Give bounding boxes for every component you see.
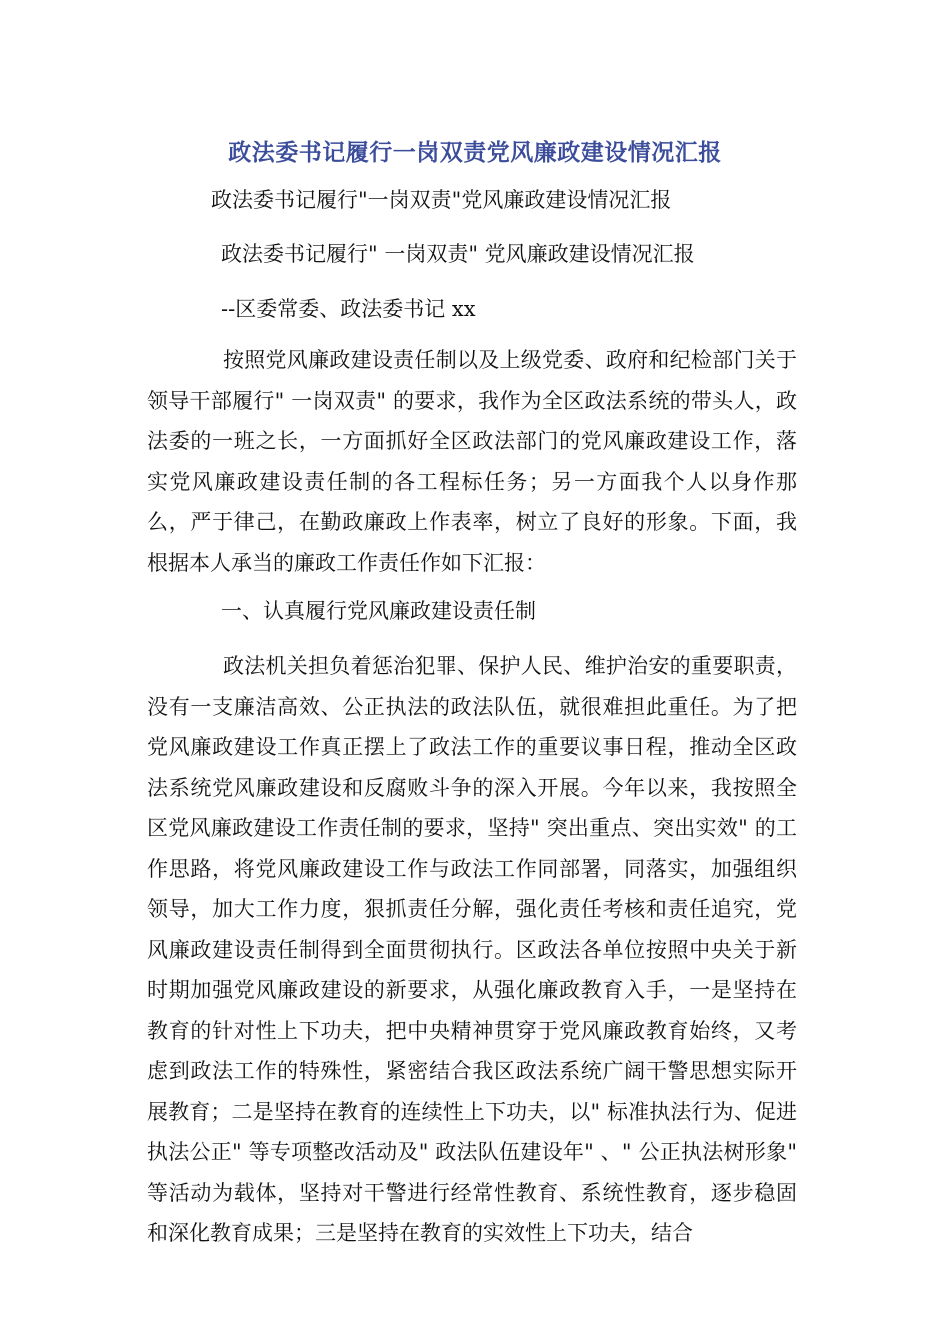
author-line: --区委常委、政法委书记 xx xyxy=(221,297,476,321)
section-heading-1: 一、认真履行党风廉政建设责任制 xyxy=(221,599,536,623)
document-title: 政法委书记履行一岗双责党风廉政建设情况汇报 xyxy=(228,140,722,166)
subtitle-line-2: 政法委书记履行" 一岗双责" 党风廉政建设情况汇报 xyxy=(221,242,695,266)
paragraph-intro: 按照党风廉政建设责任制以及上级党委、政府和纪检部门关于领导干部履行" 一岗双责" 的要求，我作为全区政法系统的带头人，政法委的一班之长，一方面抓好全区政法部门的党风廉政建设工作，落实党风廉政建设责任制的各工程标任务；另一方面我个人以身作那么，严于律己，在勤政廉政上作表率，树立了良好的形象。下面，我根据本人承当的廉政工作责任作如下汇报： xyxy=(147,348,797,575)
paragraph-section-1: 政法机关担负着惩治犯罪、保护人民、维护治安的重要职责，没有一支廉洁高效、公正执法的政法队伍，就很难担此重任。为了把党风廉政建设工作真正摆上了政法工作的重要议事日程，推动全区政法系统党风廉政建设和反腐败斗争的深入开展。今年以来，我按照全区党风廉政建设工作责任制的要求，坚持" 突出重点、突出实效" 的工作思路，将党风廉政建设工作与政法工作同部署，同落实，加强组织领导，加大工作力度，狠抓责任分解，强化责任考核和责任追究，党风廉政建设责任制得到全面贯彻执行。区政法各单位按照中央关于新时期加强党风廉政建设的新要求，从强化廉政教育入手，一是坚持在教育的针对性上下功夫，把中央精神贯穿于党风廉政教育始终，又考虑到政法工作的特殊性，紧密结合我区政法系统广阔干警思想实际开展教育；二是坚持在教育的连续性上下功夫，以" 标准执法行为、促进执法公正" 等专项整改活动及" 政法队伍建设年" 、" 公正执法树形象" 等活动为载体，坚持对干警进行经常性教育、系统性教育，逐步稳固和深化教育成果；三是坚持在教育的实效性上下功夫，结合 xyxy=(147,654,797,1245)
subtitle-line-1: 政法委书记履行"一岗双责"党风廉政建设情况汇报 xyxy=(211,188,672,212)
